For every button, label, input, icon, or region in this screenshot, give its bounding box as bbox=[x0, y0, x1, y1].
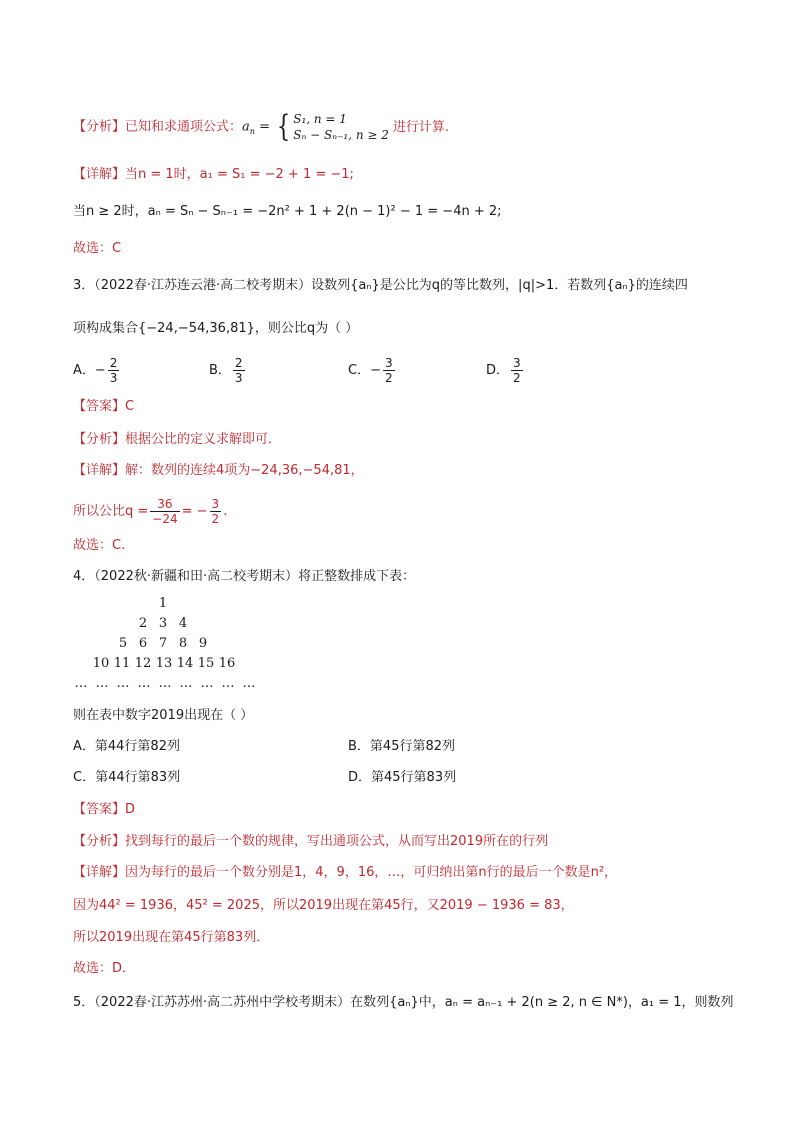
q4-stem: 4．（2022秋·新疆和田·高二校考期末）将正整数排成下表： bbox=[73, 569, 416, 584]
q4-analysis: 【分析】找到每行的最后一个数的规律，写出通项公式，从而写出2019所在的行列 bbox=[73, 834, 549, 849]
tri-cell: 14 bbox=[176, 656, 194, 671]
q4-answer: 【答案】D bbox=[73, 802, 136, 817]
q3-detail-line-1: 【详解】解：数列的连续4项为−24,36,−54,81， bbox=[73, 463, 364, 478]
q3-analysis: 【分析】根据公比的定义求解即可． bbox=[73, 432, 282, 447]
q4-option-b: B．第45行第82列 bbox=[348, 739, 456, 754]
formula-lhs-sub: n bbox=[249, 127, 255, 137]
tri-cell: … bbox=[242, 676, 256, 691]
q3-option-c: C．− $\frac{3}{2}$ bbox=[348, 356, 393, 385]
tri-cell: … bbox=[200, 676, 214, 691]
tri-cell: … bbox=[116, 676, 130, 691]
q3-option-a: A．− $\frac{2}{3}$ bbox=[73, 356, 118, 385]
tri-cell: 3 bbox=[158, 616, 168, 631]
q4-option-d: D．第45行第83列 bbox=[348, 770, 457, 785]
tri-cell: 2 bbox=[138, 616, 148, 631]
q4-option-a: A．第44行第82列 bbox=[73, 739, 180, 754]
tri-cell: 5 bbox=[118, 636, 128, 651]
tri-cell: … bbox=[95, 676, 109, 691]
tri-cell: … bbox=[74, 676, 88, 691]
tri-cell: … bbox=[137, 676, 151, 691]
tri-cell: 11 bbox=[113, 656, 131, 671]
q5-stem: 5．（2022春·江苏苏州·高二苏州中学校考期末）在数列{aₙ}中，aₙ = aₙ₋₁ + 2(n ≥ 2, n ∈ N*)，a₁ = 1，则数列 bbox=[73, 995, 734, 1010]
analysis-tag: 【分析】 bbox=[73, 119, 126, 135]
q2-analysis-line: 【分析】已知和求通项公式：$a_n$ = { S₁, n = 1 Sₙ − Sₙ₋₁, n ≥ 2 进行计算. bbox=[73, 109, 450, 144]
tri-cell: 8 bbox=[178, 636, 188, 651]
tri-cell: 13 bbox=[155, 656, 173, 671]
case-2: Sₙ − Sₙ₋₁, n ≥ 2 bbox=[293, 128, 389, 142]
tri-cell: … bbox=[158, 676, 172, 691]
cases-block bbox=[293, 111, 389, 143]
analysis-text: 已知和求通项公式： bbox=[125, 119, 243, 135]
q3-stem-line-2: 项构成集合{−24,−54,36,81}，则公比q为（ ） bbox=[73, 321, 359, 336]
q4-detail-line-1: 【详解】因为每行的最后一个数分别是1，4，9，16，…，可归纳出第n行的最后一个数是n²， bbox=[73, 865, 618, 880]
q4-detail-line-2: 因为44² = 1936，45² = 2025，所以2019出现在第45行，又2019 − 1936 = 83， bbox=[73, 898, 574, 913]
q4-option-c: C．第44行第83列 bbox=[73, 770, 181, 785]
tri-cell: 6 bbox=[138, 636, 148, 651]
tri-cell: 10 bbox=[92, 656, 110, 671]
detail-text: 当n = 1时，a₁ = S₁ = −2 + 1 = −1; bbox=[125, 167, 354, 182]
q4-detail-line-3: 所以2019出现在第45行第83列． bbox=[73, 930, 270, 945]
q3-stem-line-1: 3．（2022春·江苏连云港·高二校考期末）设数列{aₙ}是公比为q的等比数列，|q|>1．若数列{aₙ}的连续四 bbox=[73, 278, 688, 293]
detail-tag: 【详解】 bbox=[73, 167, 126, 182]
analysis-tail: 进行计算. bbox=[392, 119, 450, 135]
q3-option-d: D． $\frac{3}{2}$ bbox=[486, 356, 521, 385]
q3-option-b: B． $\frac{2}{3}$ bbox=[209, 356, 243, 385]
q2-choose: 故选：C bbox=[73, 241, 122, 256]
tri-cell: 4 bbox=[178, 616, 188, 631]
tri-cell: 15 bbox=[197, 656, 215, 671]
tri-cell: 12 bbox=[134, 656, 152, 671]
q2-detail-line-2: 当n ≥ 2时，aₙ = Sₙ − Sₙ₋₁ = −2n² + 1 + 2(n − 1)² − 1 = −4n + 2; bbox=[73, 204, 502, 219]
tri-cell: 16 bbox=[218, 656, 236, 671]
cases-brace: { bbox=[276, 109, 291, 144]
q3-choose: 故选：C. bbox=[73, 538, 126, 553]
tri-cell: … bbox=[221, 676, 235, 691]
tri-cell: … bbox=[179, 676, 193, 691]
tri-cell: 7 bbox=[158, 636, 168, 651]
q4-choose: 故选：D． bbox=[73, 961, 136, 976]
case-1: S₁, n = 1 bbox=[293, 112, 347, 126]
tri-cell: 1 bbox=[158, 596, 168, 611]
q4-question: 则在表中数字2019出现在（ ） bbox=[73, 708, 254, 723]
q2-detail-line-1 bbox=[73, 166, 354, 184]
q3-answer: 【答案】C bbox=[73, 399, 135, 414]
q3-detail-line-2: 所以公比q = $\frac{36}{-24}$ = − $\frac{3}{2}$ . bbox=[73, 497, 228, 526]
tri-cell: 9 bbox=[198, 636, 208, 651]
formula-lhs: a bbox=[242, 119, 250, 135]
